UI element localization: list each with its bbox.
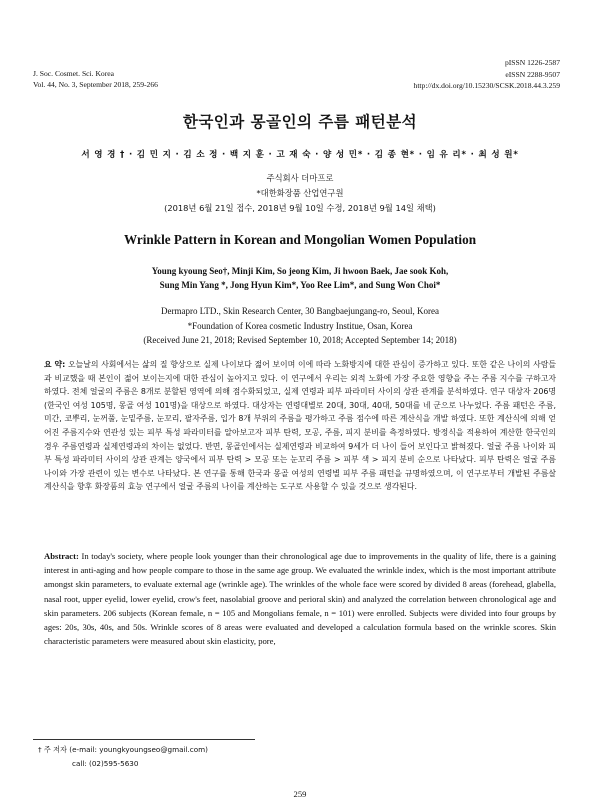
footnote-divider [33,739,255,740]
english-title: Wrinkle Pattern in Korean and Mongolian Women Population [123,232,477,247]
english-affiliation-1: Dermapro LTD., Skin Research Center, 30 Bangbaejungang-ro, Seoul, Korea [161,306,439,316]
korean-abstract-text: 오늘날의 사회에서는 삶의 질 향상으로 실제 나이보다 젊어 보이며 이에 따라 노화방지에 대한 관심이 증가하고 있다. 또한 같은 나이의 사람들과 비교했을 때 본인이 젊어 보이는지에 대한 관심이 높아지고 있다. 이 연구에서 우리는 외적 노화에 가장 주요한 영향을 주는 주름 지수를 구하고자 하였다. 전체 얼굴의 주름은 8개로 분할된 영역에 의해 점수화되었고, 실제 연령과 피부 파라미터 사이의 상관 관계를 분석하였다. 연구 대상자 206명(한국인 여성 105명, 몽골 여성 101명)을 대상으로 하였다. 대상자는 연령대별로 20대, 30대, 40대, 50대를 네 군으로 나누었다. 주름 패턴은 주름, 미간, 코뿌리, 눈꺼풀, 눈밑주름, 눈꼬리, 팔자주름, 입가 8개 부위의 주름을 평가하고 주름 점수에 따른 계산식을 개발 하였다. 또한 계산식에 의해 얻어진 주름지수와 연관성 있는 피부 특성 파라미터를 알아보고자 피부 탄력, 모공, 주름, 피지 분비를 측정하였다. 방정식을 적용하여 계산한 한국인의 경우 주름연령과 실제연령과의 차이는 없었다. 반면, 몽골인에서는 실제연령과 비교하여 9세가 더 나이 들어 보인다고 밝혀졌다. 얼굴 주름 나이와 피부 특성 파라미터 사이의 상관 관계는 양국에서 피부 탄력 > 모공 또는 눈꼬리 주름 > 피부 색 > 피지 분비 순으로 나타났다. 피부 탄력은 얼굴 주름 나이와 가장 관련이 있는 변수로 나타났다. 본 연구를 통해 한국과 몽골 여성의 연령별 피부 주름 패턴을 규명하였으며, 이 연구로부터 개발된 주름살 계산식을 향후 화장품의 효능 연구에서 얼굴 주름의 나이를 계산하는 도구로 사용할 수 있을 것으로 생각된다. [44,360,556,492]
english-dates: (Received June 21, 2018; Revised September 10, 2018; Accepted September 14; 2018) [143,335,457,345]
korean-affiliation-1: 주식회사 더마프로 [266,173,334,183]
footnote-author-email: † 주 저자 (e-mail: youngkyoungseo@gmail.com) [38,745,208,754]
pissn: pISSN 1226-2587 [504,58,560,67]
korean-affiliation-2: *대한화장품 산업연구원 [256,188,344,198]
doi-link[interactable]: http://dx.doi.org/10.15230/SCSK.2018.44.3.259 [413,81,560,90]
korean-abstract-label: 요 약: [44,360,66,369]
eissn: eISSN 2288-9507 [505,69,560,79]
english-abstract [44,549,556,648]
korean-abstract [44,358,556,494]
english-authors [0,264,600,292]
issn-block [414,57,560,92]
english-affiliation-2: *Foundation of Korea cosmetic Industry Institue, Osan, Korea [187,321,413,331]
english-authors-line-1: Young kyoung Seo†, Minji Kim, So jeong Kim, Ji hwoon Baek, Jae sook Koh, [151,266,449,276]
english-abstract-label: Abstract: [44,551,79,561]
footnote [38,743,208,771]
journal-name: J. Soc. Cosmet. Sci. Korea [33,69,114,78]
page-number: 259 [293,789,307,799]
journal-citation [33,68,158,90]
korean-title: 한국인과 몽골인의 주름 패턴분석 [182,113,418,131]
journal-volume: Vol. 44, No. 3, September 2018, 259-266 [33,80,158,89]
footnote-phone: call: (02)595-5630 [72,759,139,768]
english-abstract-text: In today's society, where people look younger than their chronological age due to improvements in the quality of life, there is a gaining interest in anti-aging and how people compare to those in the same age group. We evaluated the wrinkle index, which is the most important attribute amongst skin parameters, to evaluate external age (wrinkle age). The wrinkles of the whole face were scored by divided 8 areas (forehead, glabella, nasal root, upper eyelid, lower eyelid, crow's feet, nasolabial groove and perioral skin) and analyzed the correlation between chronological age and skin parameters. 206 subjects (Korean female, n = 105 and Mongolians female, n = 101) were enrolled. Subjects were divided into four groups by ages: 20s, 30s, 40s, and 50s. Wrinkle scores of 8 areas were evaluated and developed a calculation formula based on the wrinkle scores. Skin characteristic parameters were measured about skin elasticity, pore, [44,551,557,647]
english-authors-line-2: Sung Min Yang *, Jong Hyun Kim*, Yoo Ree Lim*, and Sung Won Choi* [159,280,441,290]
korean-dates: (2018년 6월 21일 접수, 2018년 9월 10일 수정, 2018년 9월 14일 채택) [164,203,436,213]
korean-authors: 서 영 경 † · 김 민 지 · 김 소 정 · 백 지 훈 · 고 재 숙 · 양 성 민* · 김 종 현* · 임 유 리* · 최 성 원* [81,150,519,160]
